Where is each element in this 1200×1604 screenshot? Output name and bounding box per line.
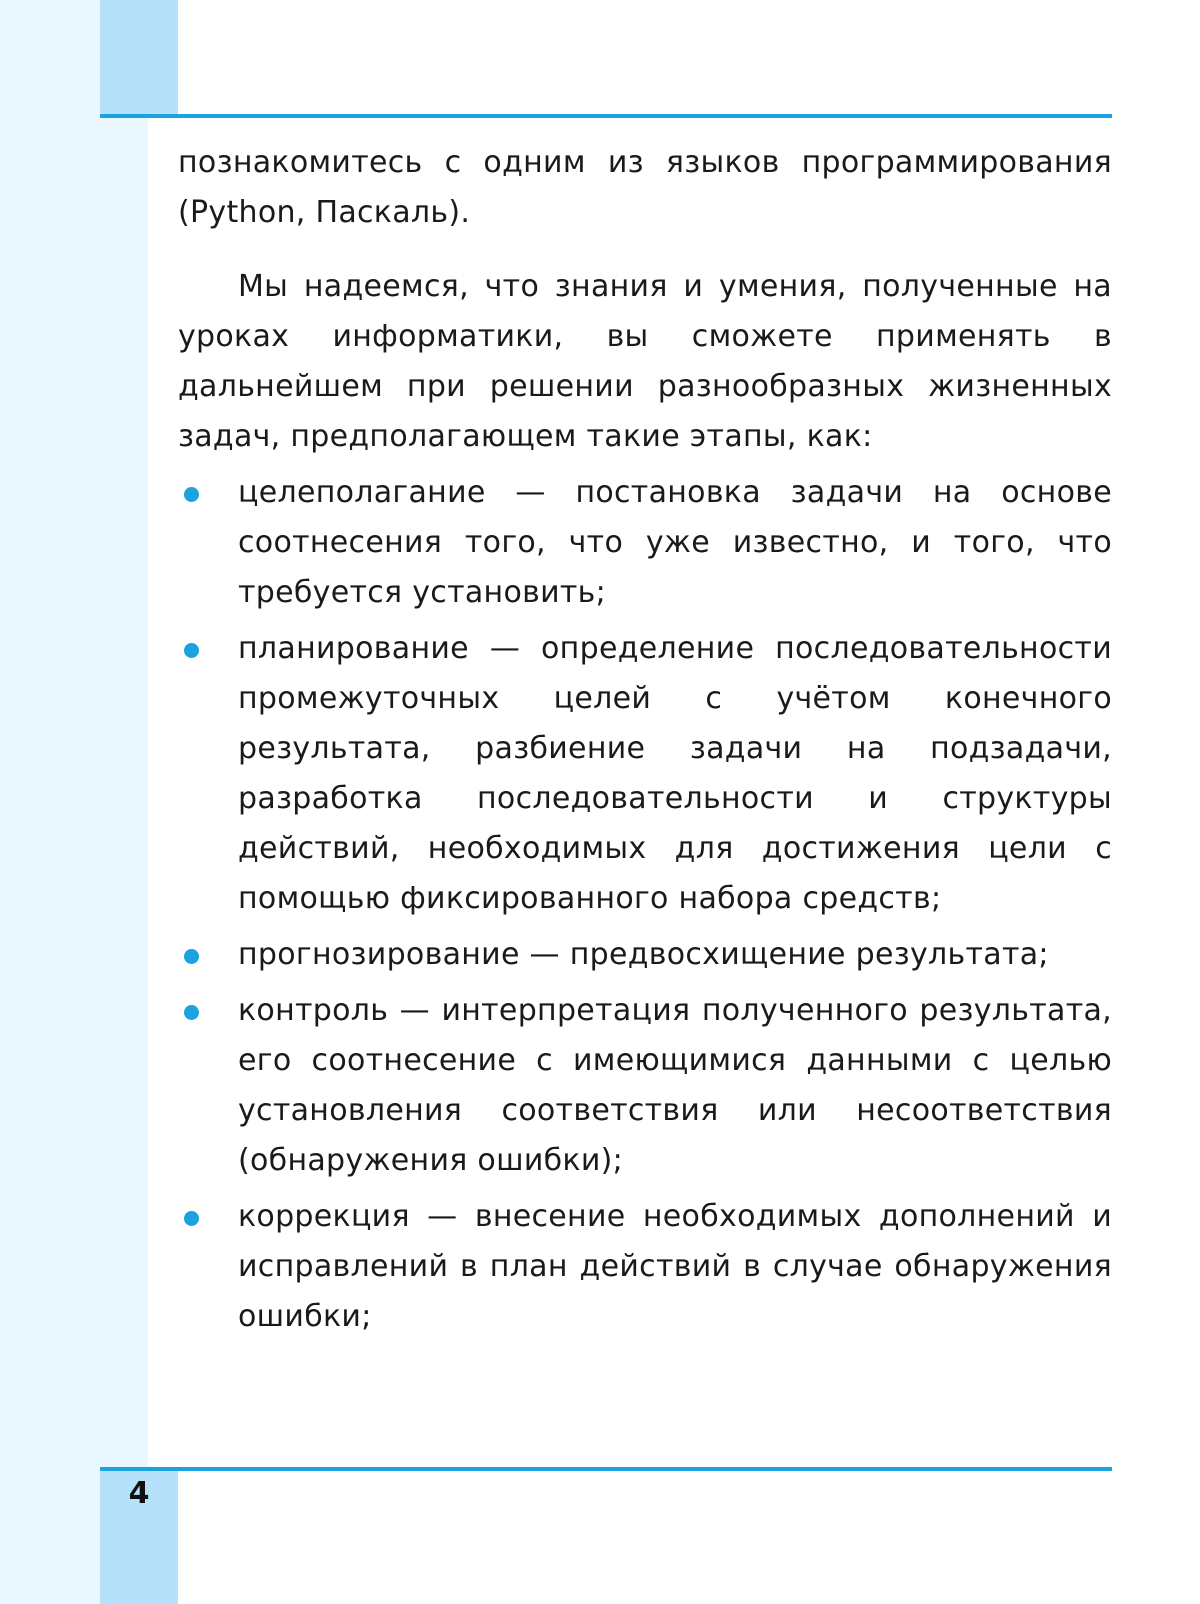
list-item-text: коррекция — внесение необходимых дополнений и исправлений в план действий в случае обнаружения ошибки;: [238, 1199, 1112, 1334]
footer-rule: [100, 1467, 1112, 1471]
list-item: [178, 986, 1112, 1186]
bullet-dot-icon: [184, 487, 199, 502]
bullet-dot-icon: [184, 643, 199, 658]
list-item-text: планирование — определение последовательности промежуточных целей с учётом конечного результата, разбиение задачи на подзадачи, разработка последовательности и структуры действий, необходимых для достижения цели с помощью фиксированного набора средств;: [238, 631, 1112, 916]
paragraph-continuation: познакомитесь с одним из языков программирования (Python, Паскаль).: [178, 145, 1112, 230]
list-item: [178, 1192, 1112, 1342]
list-item: [178, 624, 1112, 924]
list-item-text: контроль — интерпретация полученного результата, его соотнесение с имеющимися данными с целью установления соответствия или несоответствия (обнаружения ошибки);: [238, 993, 1112, 1178]
margin-strip: [0, 0, 100, 1604]
page-number: 4: [128, 1476, 150, 1511]
list-item: [178, 468, 1112, 618]
list-item-text: прогнозирование — предвосхищение результата;: [238, 937, 1049, 972]
margin-tab-top: [100, 0, 178, 117]
paragraph-intro: Мы надеемся, что знания и умения, полученные на уроках информатики, вы сможете применять в дальнейшем при решении разнообразных жизненных задач, предполагающем такие этапы, как:: [178, 269, 1112, 454]
header-rule: [100, 114, 1112, 118]
bullet-dot-icon: [184, 949, 199, 964]
stages-list: [178, 468, 1112, 1342]
body-text: [178, 138, 1112, 1348]
list-item: [178, 930, 1112, 980]
list-item-text: целеполагание — постановка задачи на основе соотнесения того, что уже известно, и того, что требуется установить;: [238, 475, 1112, 610]
bullet-dot-icon: [184, 1211, 199, 1226]
bullet-dot-icon: [184, 1005, 199, 1020]
margin-strip-inner: [100, 117, 148, 1470]
